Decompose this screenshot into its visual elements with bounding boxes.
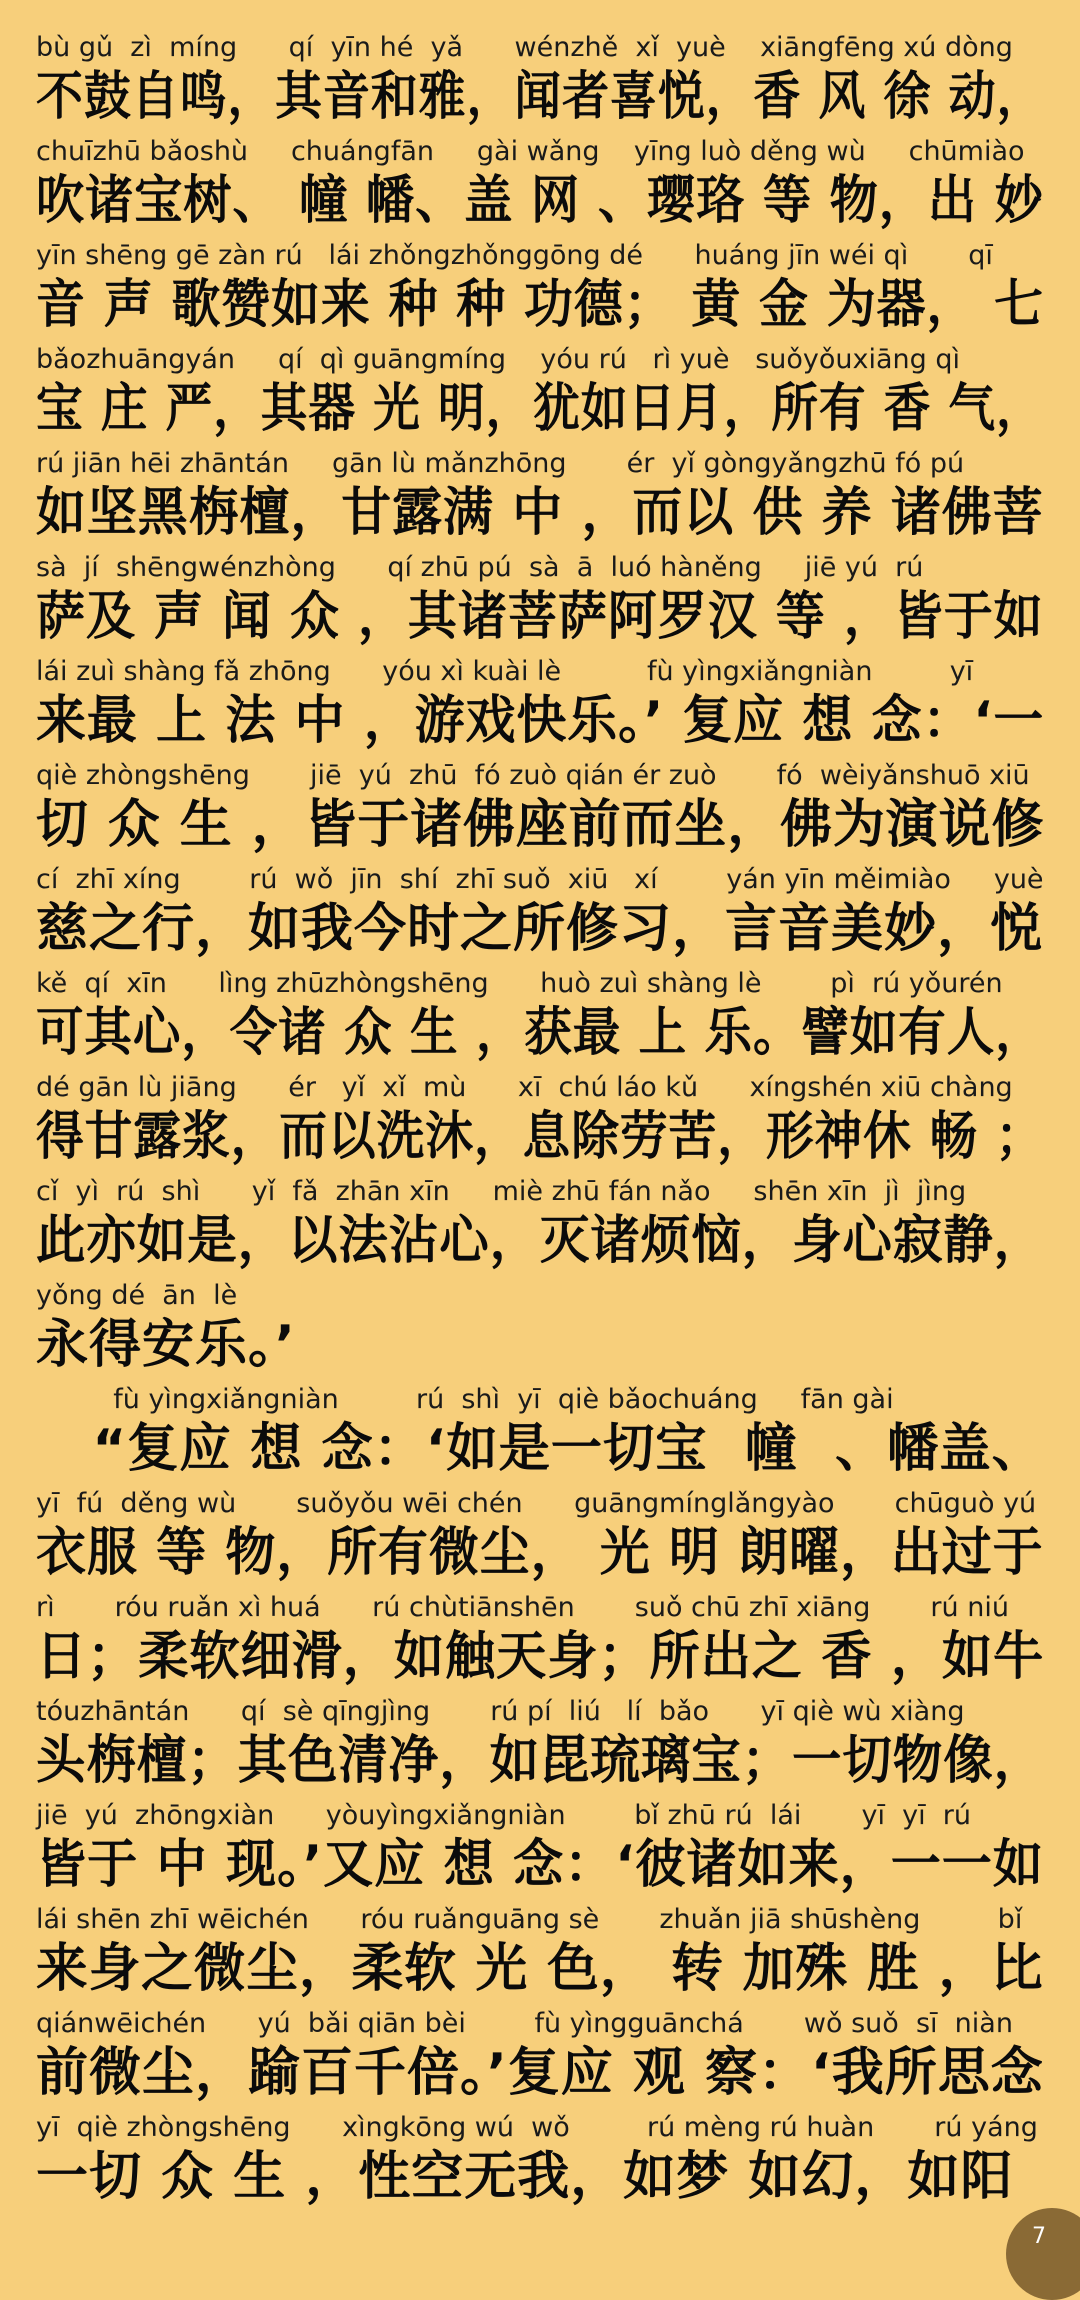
- text-line: [36, 2008, 1044, 2112]
- pinyin-row: lái shēn zhī wēichén róu ruǎnguāng sè zhuǎn jiā shūshèng bǐ: [36, 1904, 1023, 1935]
- text-line: [36, 1176, 1044, 1280]
- pinyin-row: rì róu ruǎn xì huá rú chùtiānshēn suǒ chū zhī xiāng rú niú: [36, 1592, 1009, 1623]
- pinyin-row: yī qiè zhòngshēng xìngkōng wú wǒ rú mèng rú huàn rú yáng: [36, 2112, 1038, 2143]
- hanzi-row: 衣服 等 物，所有微尘， 光 明 朗曜，出过于: [36, 1523, 1044, 1583]
- text-line: [36, 1488, 1044, 1592]
- text-line: [36, 2112, 1044, 2216]
- text-line: [36, 1592, 1044, 1696]
- pinyin-row: cǐ yì rú shì yǐ fǎ zhān xīn miè zhū fán nǎo shēn xīn jì jìng: [36, 1176, 967, 1207]
- hanzi-row: 一切 众 生 ，性空无我，如梦 如幻，如阳: [36, 2147, 1014, 2207]
- pinyin-row: bǎozhuāngyán qí qì guāngmíng yóu rú rì yuè suǒyǒuxiāng qì: [36, 344, 960, 375]
- text-line: [36, 1384, 1044, 1488]
- hanzi-row: 萨及 声 闻 众 ，其诸菩萨阿罗汉 等 ，皆于如: [36, 587, 1044, 647]
- hanzi-row: 不鼓自鸣，其音和雅，闻者喜悦，香 风 徐 动，: [36, 67, 1045, 127]
- hanzi-row: 来身之微尘，柔软 光 色， 转 加殊 胜 ，比: [36, 1939, 1044, 1999]
- hanzi-row: 头栴檀；其色清净，如毘琉璃宝；一切物像，: [36, 1731, 1045, 1791]
- page-number: 7: [1032, 2224, 1046, 2249]
- hanzi-row: 来最 上 法 中 ，游戏快乐。’ 复应 想 念：‘一: [36, 691, 1045, 751]
- text-line: [36, 448, 1044, 552]
- pinyin-row: jiē yú zhōngxiàn yòuyìngxiǎngniàn bǐ zhū rú lái yī yī rú: [36, 1800, 971, 1831]
- pinyin-row: yī fú děng wù suǒyǒu wēi chén guāngmínglǎngyào chūguò yú: [36, 1488, 1037, 1519]
- hanzi-row: 得甘露浆，而以洗沐，息除劳苦，形神休 畅 ；: [36, 1107, 1045, 1167]
- pinyin-row: tóuzhāntán qí sè qīngjìng rú pí liú lí bǎo yī qiè wù xiàng: [36, 1696, 965, 1727]
- hanzi-row: 如坚黑栴檀，甘露满 中 ，而以 供 养 诸佛菩: [36, 483, 1044, 543]
- pinyin-row: fù yìngxiǎngniàn rú shì yī qiè bǎochuáng fān gài: [36, 1384, 894, 1415]
- hanzi-row: 切 众 生 ，皆于诸佛座前而坐，佛为演说修: [36, 795, 1045, 855]
- text-line: [36, 1072, 1044, 1176]
- text-line: [36, 240, 1044, 344]
- text-line: [36, 968, 1044, 1072]
- text-line: [36, 864, 1044, 968]
- text-line: [36, 32, 1044, 136]
- pinyin-row: qiánwēichén yú bǎi qiān bèi fù yìngguānchá wǒ suǒ sī niàn: [36, 2008, 1013, 2039]
- pinyin-row: qiè zhòngshēng jiē yú zhū fó zuò qián ér zuò fó wèiyǎnshuō xiū: [36, 760, 1030, 791]
- hanzi-row: 皆于 中 现。’又应 想 念：‘彼诸如来，一一如: [36, 1835, 1044, 1895]
- hanzi-row: 可其心，令诸 众 生 ，获最 上 乐。譬如有人，: [36, 1003, 1044, 1063]
- pinyin-row: yīn shēng gē zàn rú lái zhǒngzhǒnggōng dé huáng jīn wéi qì qī: [36, 240, 993, 271]
- text-line: [36, 1696, 1044, 1800]
- pinyin-row: lái zuì shàng fǎ zhōng yóu xì kuài lè fù yìngxiǎngniàn yī: [36, 656, 974, 687]
- text-line: [36, 760, 1044, 864]
- text-line: [36, 656, 1044, 760]
- text-line: [36, 1904, 1044, 2008]
- page-number-badge: [1006, 2208, 1080, 2300]
- pinyin-row: bù gǔ zì míng qí yīn hé yǎ wénzhě xǐ yuè xiāngfēng xú dòng: [36, 32, 1013, 63]
- pinyin-row: cí zhī xíng rú wǒ jīn shí zhī suǒ xiū xí yán yīn měimiào yuè: [36, 864, 1044, 895]
- hanzi-row: 慈之行，如我今时之所修习，言音美妙，悦: [36, 899, 1044, 959]
- hanzi-row: “复应 想 念：‘如是一切宝 幢 、幡盖、: [36, 1419, 1044, 1479]
- pinyin-row: yǒng dé ān lè: [36, 1280, 238, 1311]
- hanzi-row: 前微尘，踰百千倍。’复应 观 察：‘我所思念: [36, 2043, 1044, 2103]
- pinyin-row: rú jiān hēi zhāntán gān lù mǎnzhōng ér yǐ gòngyǎngzhū fó pú: [36, 448, 965, 479]
- hanzi-row: 吹诸宝树、 幢 幡、盖 网 、璎珞 等 物，出 妙: [36, 171, 1044, 231]
- text-line: [36, 344, 1044, 448]
- hanzi-row: 日；柔软细滑，如触天身；所出之 香 ，如牛: [36, 1627, 1045, 1687]
- hanzi-row: 音 声 歌赞如来 种 种 功德； 黄 金 为器， 七: [36, 275, 1044, 335]
- text-line: [36, 136, 1044, 240]
- hanzi-row: 宝 庄 严，其器 光 明，犹如日月，所有 香 气，: [36, 379, 1044, 439]
- text-line: [36, 1280, 1044, 1384]
- pinyin-row: kě qí xīn lìng zhūzhòngshēng huò zuì shàng lè pì rú yǒurén: [36, 968, 1003, 999]
- pinyin-row: dé gān lù jiāng ér yǐ xǐ mù xī chú láo kǔ xíngshén xiū chàng: [36, 1072, 1013, 1103]
- hanzi-row: 此亦如是，以法沾心，灭诸烦恼，身心寂静，: [36, 1211, 1045, 1271]
- text-line: [36, 1800, 1044, 1904]
- hanzi-row: 永得安乐。’: [36, 1315, 296, 1375]
- pinyin-row: chuīzhū bǎoshù chuángfān gài wǎng yīng luò děng wù chūmiào: [36, 136, 1025, 167]
- pinyin-row: sà jí shēngwénzhòng qí zhū pú sà ā luó hàněng jiē yú rú: [36, 552, 924, 583]
- text-line: [36, 552, 1044, 656]
